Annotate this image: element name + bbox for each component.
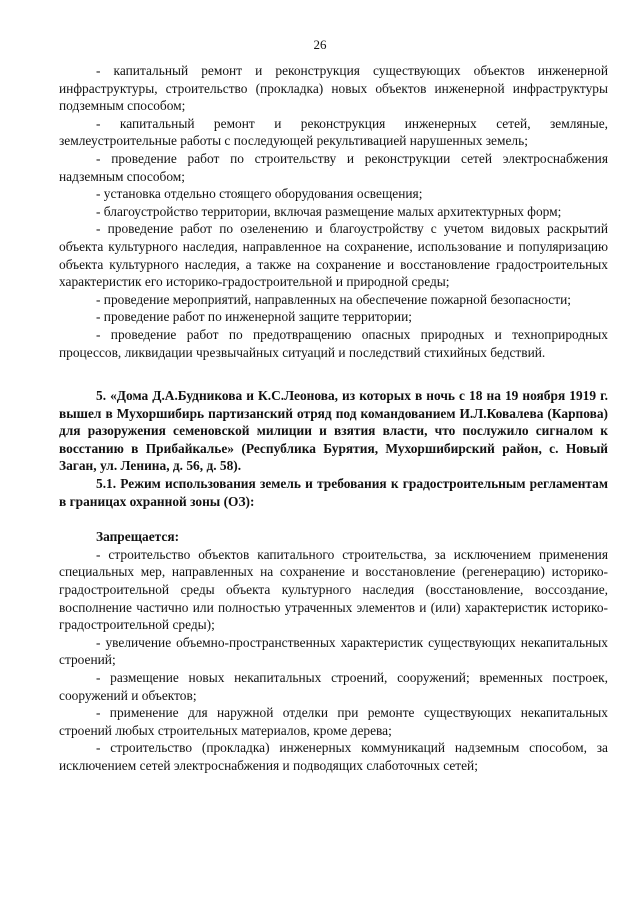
list-item: - проведение работ по предотвращению опасных природных и техноприродных процессов, ликвидации чрезвычайных ситуаций и последствий стихийных бедствий. xyxy=(59,326,608,360)
section-heading: 5. «Дома Д.А.Будникова и К.С.Леонова, из которых в ночь с 18 на 19 ноября 1919 г. вышел в Мухоршибирь партизанский отряд под командованием И.Л.Ковалева (Карпова) для разоружения семеновской милиции и взятия власти, что послужило сигналом к восстанию в Прибайкалье» (Республика Бурятия, Мухоршибирский район, с. Новый Заган, ул. Ленина, д. 56, д. 58). xyxy=(59,388,608,474)
list-item: - проведение работ по строительству и реконструкции сетей электроснабжения надземным способом; xyxy=(59,150,608,184)
page-content xyxy=(59,62,608,775)
list-item: - благоустройство территории, включая размещение малых архитектурных форм; xyxy=(96,203,562,219)
list-item: - капитальный ремонт и реконструкция инженерных сетей, земляные, землеустроительные работы с последующей рекультивацией нарушенных земель; xyxy=(59,115,608,149)
prohibited-label: Запрещается: xyxy=(96,529,180,545)
list-item: - проведение работ по озеленению и благоустройству с учетом видовых раскрытий объекта культурного наследия, направленное на сохранение, использование и популяризацию объекта культурного наследия, а также на сохранение и восстановление градостроительных характеристик его историко-градостроительной и природной среды; xyxy=(59,221,608,290)
list-item: - проведение мероприятий, направленных на обеспечение пожарной безопасности; xyxy=(96,291,571,307)
list-item: - размещение новых некапитальных строений, сооружений; временных построек, сооружений и объектов; xyxy=(59,670,608,703)
list-item: - строительство объектов капитального строительства, за исключением применения специальных мер, направленных на сохранение и восстановление (регенерацию) историко-градостроительной среды объекта культурного наследия (восстановление, воссоздание, восполнение частично или полностью утраченных элементов и (или) характеристик историко-градостроительной среды); xyxy=(59,546,608,633)
list-item: - применение для наружной отделки при ремонте существующих некапитальных строений любых строительных материалов, кроме дерева; xyxy=(59,705,608,738)
page-number: 26 xyxy=(313,37,327,52)
list-item: - проведение работ по инженерной защите территории; xyxy=(96,309,412,325)
subsection-heading: 5.1. Режим использования земель и требования к градостроительным регламентам в границах охранной зоны (ОЗ): xyxy=(59,476,608,509)
list-item: - капитальный ремонт и реконструкция существующих объектов инженерной инфраструктуры, строительство (прокладка) новых объектов инженерной инфраструктуры подземным способом; xyxy=(59,63,608,114)
list-item: - установка отдельно стоящего оборудования освещения; xyxy=(96,186,423,202)
list-item: - увеличение объемно-пространственных характеристик существующих некапитальных строений; xyxy=(59,634,608,668)
list-item: - строительство (прокладка) инженерных коммуникаций надземным способом, за исключением сетей электроснабжения и подводящих слаботочных сетей; xyxy=(59,740,608,773)
